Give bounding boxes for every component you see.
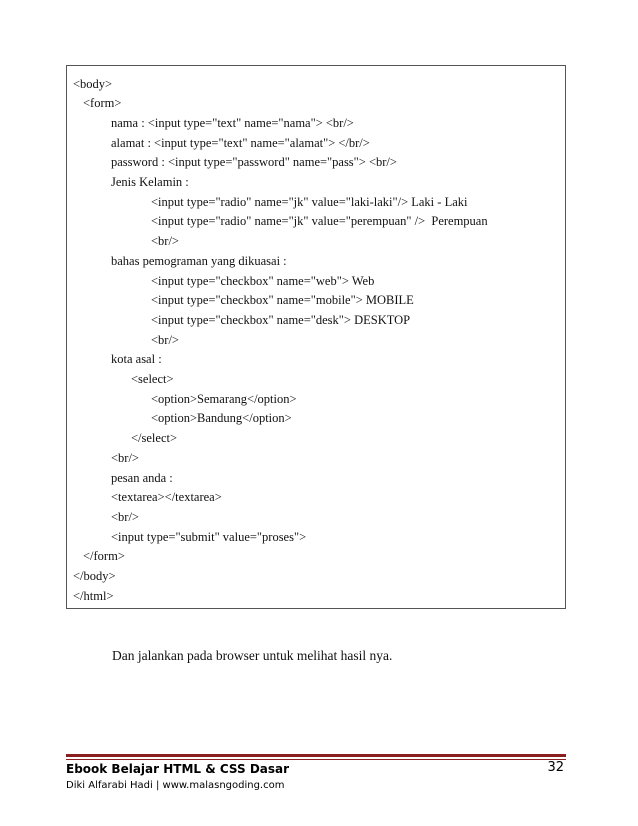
code-line: <input type="submit" value="proses"> <box>111 530 307 544</box>
code-line: </body> <box>73 569 116 583</box>
code-line: pesan anda : <box>111 471 173 485</box>
code-line: </html> <box>73 589 114 603</box>
code-line: nama : <input type="text" name="nama"> <br/> <box>111 116 354 130</box>
code-line: <input type="checkbox" name="mobile"> MOBILE <box>151 293 414 307</box>
footer-book-title: Ebook Belajar HTML & CSS Dasar <box>66 762 290 776</box>
code-line: <input type="checkbox" name="desk"> DESKTOP <box>151 313 411 327</box>
code-line: <input type="radio" name="jk" value="laki-laki"/> Laki - Laki <box>151 195 468 209</box>
code-line: <input type="radio" name="jk" value="perempuan" /> Perempuan <box>151 214 488 228</box>
footer-rule-thin <box>66 759 566 760</box>
code-line: <select> <box>131 372 174 386</box>
code-line: <form> <box>83 96 122 110</box>
page-number: 32 <box>547 760 564 775</box>
instruction-paragraph: Dan jalankan pada browser untuk melihat hasil nya. <box>112 648 393 663</box>
code-line: password : <input type="password" name="pass"> <br/> <box>111 155 397 169</box>
footer-author-site: Diki Alfarabi Hadi | www.malasngoding.com <box>66 780 285 791</box>
code-line: bahas pemograman yang dikuasai : <box>111 254 287 268</box>
code-line: <option>Semarang</option> <box>151 392 297 406</box>
code-line: <body> <box>73 77 113 91</box>
code-line: kota asal : <box>111 352 162 366</box>
code-line: <input type="checkbox" name="web"> Web <box>151 274 375 288</box>
code-line: <br/> <box>111 451 139 465</box>
code-line: <br/> <box>111 510 139 524</box>
code-line: <option>Bandung</option> <box>151 411 292 425</box>
code-line: </form> <box>83 549 125 563</box>
code-line: <br/> <box>151 234 179 248</box>
code-line: alamat : <input type="text" name="alamat"> </br/> <box>111 136 370 150</box>
code-line: Jenis Kelamin : <box>111 175 189 189</box>
code-listing-box <box>66 65 566 609</box>
code-line: <br/> <box>151 333 179 347</box>
code-line: <textarea></textarea> <box>111 490 222 504</box>
footer-rule <box>66 754 566 757</box>
code-line: </select> <box>131 431 178 445</box>
